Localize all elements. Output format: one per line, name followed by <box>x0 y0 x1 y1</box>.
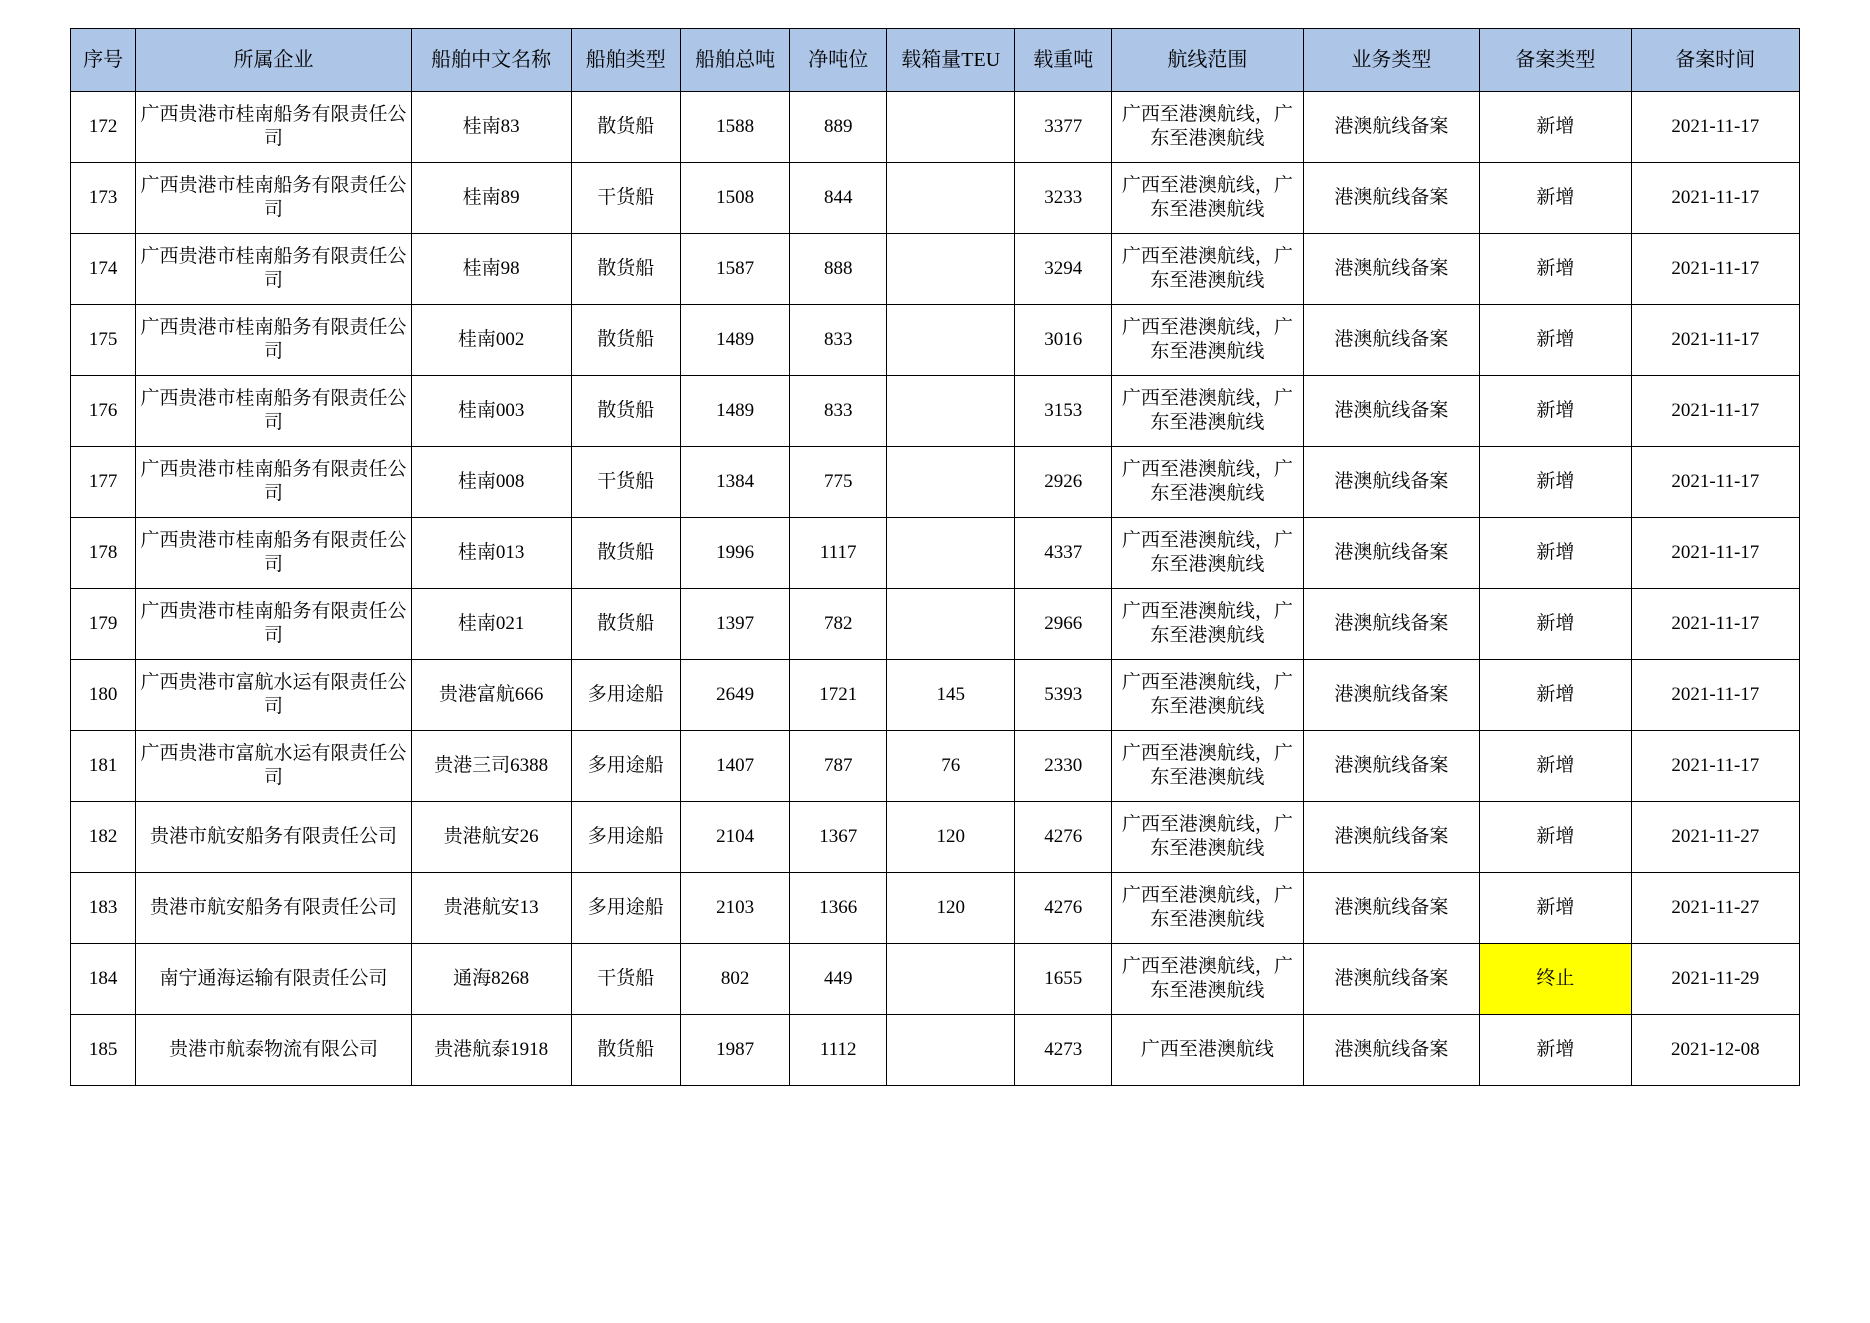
cell-record-date: 2021-11-17 <box>1631 731 1799 802</box>
cell-business-type: 港澳航线备案 <box>1303 376 1480 447</box>
table-row <box>71 447 1800 518</box>
cell-net-tonnage: 1366 <box>790 873 887 944</box>
table-row <box>71 731 1800 802</box>
cell-business-type: 港澳航线备案 <box>1303 944 1480 1015</box>
cell-record-type: 新增 <box>1480 731 1631 802</box>
cell-business-type: 港澳航线备案 <box>1303 92 1480 163</box>
ship-record-table <box>70 28 1800 1086</box>
cell-ship-type: 多用途船 <box>571 660 680 731</box>
cell-deadweight: 4276 <box>1015 802 1112 873</box>
cell-index: 174 <box>71 234 136 305</box>
cell-deadweight: 3377 <box>1015 92 1112 163</box>
column-header-gross-tonnage: 船舶总吨 <box>680 29 789 92</box>
cell-gross-tonnage: 2103 <box>680 873 789 944</box>
cell-route: 广西至港澳航线，广东至港澳航线 <box>1112 802 1303 873</box>
table-row <box>71 873 1800 944</box>
cell-business-type: 港澳航线备案 <box>1303 731 1480 802</box>
cell-ship-type: 散货船 <box>571 305 680 376</box>
column-header-business-type: 业务类型 <box>1303 29 1480 92</box>
cell-record-type: 新增 <box>1480 305 1631 376</box>
cell-teu <box>887 518 1015 589</box>
cell-record-date: 2021-11-29 <box>1631 944 1799 1015</box>
cell-teu: 145 <box>887 660 1015 731</box>
cell-teu: 120 <box>887 802 1015 873</box>
cell-route: 广西至港澳航线，广东至港澳航线 <box>1112 660 1303 731</box>
cell-teu <box>887 305 1015 376</box>
cell-company: 广西贵港市桂南船务有限责任公司 <box>136 305 412 376</box>
table-body <box>71 92 1800 1086</box>
cell-deadweight: 3294 <box>1015 234 1112 305</box>
cell-index: 180 <box>71 660 136 731</box>
cell-business-type: 港澳航线备案 <box>1303 163 1480 234</box>
cell-record-date: 2021-11-17 <box>1631 447 1799 518</box>
cell-deadweight: 3153 <box>1015 376 1112 447</box>
cell-teu: 76 <box>887 731 1015 802</box>
cell-ship-type: 干货船 <box>571 944 680 1015</box>
cell-route: 广西至港澳航线 <box>1112 1015 1303 1086</box>
cell-index: 178 <box>71 518 136 589</box>
cell-ship-name: 通海8268 <box>411 944 571 1015</box>
cell-net-tonnage: 449 <box>790 944 887 1015</box>
cell-company: 贵港市航安船务有限责任公司 <box>136 802 412 873</box>
cell-record-date: 2021-11-27 <box>1631 802 1799 873</box>
cell-company: 广西贵港市桂南船务有限责任公司 <box>136 376 412 447</box>
cell-company: 广西贵港市桂南船务有限责任公司 <box>136 447 412 518</box>
cell-route: 广西至港澳航线，广东至港澳航线 <box>1112 589 1303 660</box>
cell-deadweight: 2926 <box>1015 447 1112 518</box>
cell-record-type: 新增 <box>1480 447 1631 518</box>
cell-teu <box>887 589 1015 660</box>
cell-teu <box>887 163 1015 234</box>
cell-ship-type: 干货船 <box>571 447 680 518</box>
column-header-teu: 载箱量TEU <box>887 29 1015 92</box>
cell-record-type: 新增 <box>1480 802 1631 873</box>
cell-ship-type: 干货船 <box>571 163 680 234</box>
cell-teu <box>887 92 1015 163</box>
cell-ship-name: 贵港三司6388 <box>411 731 571 802</box>
cell-business-type: 港澳航线备案 <box>1303 660 1480 731</box>
cell-index: 177 <box>71 447 136 518</box>
cell-record-date: 2021-11-17 <box>1631 234 1799 305</box>
cell-business-type: 港澳航线备案 <box>1303 234 1480 305</box>
table-row <box>71 518 1800 589</box>
cell-ship-name: 桂南98 <box>411 234 571 305</box>
cell-ship-type: 散货船 <box>571 92 680 163</box>
cell-deadweight: 2330 <box>1015 731 1112 802</box>
cell-business-type: 港澳航线备案 <box>1303 447 1480 518</box>
cell-ship-type: 多用途船 <box>571 731 680 802</box>
cell-record-date: 2021-11-27 <box>1631 873 1799 944</box>
cell-route: 广西至港澳航线，广东至港澳航线 <box>1112 305 1303 376</box>
column-header-company: 所属企业 <box>136 29 412 92</box>
cell-company: 广西贵港市桂南船务有限责任公司 <box>136 163 412 234</box>
table-row <box>71 589 1800 660</box>
cell-business-type: 港澳航线备案 <box>1303 518 1480 589</box>
cell-company: 南宁通海运输有限责任公司 <box>136 944 412 1015</box>
cell-record-date: 2021-11-17 <box>1631 589 1799 660</box>
cell-net-tonnage: 1367 <box>790 802 887 873</box>
cell-ship-name: 桂南003 <box>411 376 571 447</box>
cell-net-tonnage: 833 <box>790 305 887 376</box>
cell-gross-tonnage: 1384 <box>680 447 789 518</box>
cell-deadweight: 3233 <box>1015 163 1112 234</box>
table-header-row <box>71 29 1800 92</box>
cell-deadweight: 1655 <box>1015 944 1112 1015</box>
cell-ship-type: 多用途船 <box>571 802 680 873</box>
cell-company: 广西贵港市桂南船务有限责任公司 <box>136 234 412 305</box>
column-header-route: 航线范围 <box>1112 29 1303 92</box>
cell-business-type: 港澳航线备案 <box>1303 305 1480 376</box>
cell-company: 广西贵港市桂南船务有限责任公司 <box>136 92 412 163</box>
cell-ship-type: 散货船 <box>571 234 680 305</box>
cell-index: 184 <box>71 944 136 1015</box>
cell-index: 183 <box>71 873 136 944</box>
cell-teu: 120 <box>887 873 1015 944</box>
cell-ship-name: 贵港富航666 <box>411 660 571 731</box>
cell-ship-name: 桂南021 <box>411 589 571 660</box>
cell-teu <box>887 1015 1015 1086</box>
column-header-deadweight: 载重吨 <box>1015 29 1112 92</box>
cell-company: 贵港市航安船务有限责任公司 <box>136 873 412 944</box>
cell-company: 贵港市航泰物流有限公司 <box>136 1015 412 1086</box>
cell-ship-type: 散货船 <box>571 376 680 447</box>
cell-net-tonnage: 782 <box>790 589 887 660</box>
cell-business-type: 港澳航线备案 <box>1303 589 1480 660</box>
table-row <box>71 376 1800 447</box>
cell-record-date: 2021-11-17 <box>1631 92 1799 163</box>
cell-ship-name: 桂南008 <box>411 447 571 518</box>
cell-route: 广西至港澳航线，广东至港澳航线 <box>1112 447 1303 518</box>
cell-route: 广西至港澳航线，广东至港澳航线 <box>1112 376 1303 447</box>
cell-record-type: 新增 <box>1480 589 1631 660</box>
cell-record-type: 新增 <box>1480 518 1631 589</box>
table-row <box>71 305 1800 376</box>
cell-record-type: 新增 <box>1480 1015 1631 1086</box>
cell-route: 广西至港澳航线，广东至港澳航线 <box>1112 163 1303 234</box>
cell-net-tonnage: 1721 <box>790 660 887 731</box>
cell-gross-tonnage: 2649 <box>680 660 789 731</box>
cell-gross-tonnage: 1489 <box>680 305 789 376</box>
cell-ship-name: 桂南002 <box>411 305 571 376</box>
cell-record-type: 新增 <box>1480 234 1631 305</box>
cell-gross-tonnage: 1587 <box>680 234 789 305</box>
cell-ship-type: 散货船 <box>571 589 680 660</box>
cell-business-type: 港澳航线备案 <box>1303 802 1480 873</box>
cell-net-tonnage: 1117 <box>790 518 887 589</box>
cell-index: 181 <box>71 731 136 802</box>
cell-gross-tonnage: 1508 <box>680 163 789 234</box>
cell-gross-tonnage: 1397 <box>680 589 789 660</box>
cell-ship-name: 桂南013 <box>411 518 571 589</box>
cell-index: 185 <box>71 1015 136 1086</box>
cell-company: 广西贵港市桂南船务有限责任公司 <box>136 589 412 660</box>
cell-record-date: 2021-12-08 <box>1631 1015 1799 1086</box>
cell-net-tonnage: 833 <box>790 376 887 447</box>
cell-deadweight: 4276 <box>1015 873 1112 944</box>
cell-ship-name: 桂南83 <box>411 92 571 163</box>
cell-teu <box>887 944 1015 1015</box>
table-row <box>71 1015 1800 1086</box>
cell-record-type: 新增 <box>1480 92 1631 163</box>
cell-gross-tonnage: 1588 <box>680 92 789 163</box>
cell-index: 172 <box>71 92 136 163</box>
cell-record-type: 新增 <box>1480 660 1631 731</box>
cell-ship-name: 贵港航泰1918 <box>411 1015 571 1086</box>
cell-index: 179 <box>71 589 136 660</box>
cell-record-type: 终止 <box>1480 944 1631 1015</box>
cell-deadweight: 4273 <box>1015 1015 1112 1086</box>
cell-index: 173 <box>71 163 136 234</box>
cell-gross-tonnage: 802 <box>680 944 789 1015</box>
cell-route: 广西至港澳航线，广东至港澳航线 <box>1112 731 1303 802</box>
table-row <box>71 802 1800 873</box>
cell-route: 广西至港澳航线，广东至港澳航线 <box>1112 873 1303 944</box>
cell-record-type: 新增 <box>1480 873 1631 944</box>
cell-gross-tonnage: 2104 <box>680 802 789 873</box>
cell-ship-type: 散货船 <box>571 518 680 589</box>
cell-teu <box>887 447 1015 518</box>
cell-record-date: 2021-11-17 <box>1631 305 1799 376</box>
cell-gross-tonnage: 1987 <box>680 1015 789 1086</box>
column-header-ship-name: 船舶中文名称 <box>411 29 571 92</box>
cell-net-tonnage: 844 <box>790 163 887 234</box>
column-header-index: 序号 <box>71 29 136 92</box>
cell-net-tonnage: 775 <box>790 447 887 518</box>
cell-company: 广西贵港市富航水运有限责任公司 <box>136 731 412 802</box>
table-row <box>71 660 1800 731</box>
cell-index: 182 <box>71 802 136 873</box>
cell-ship-name: 贵港航安13 <box>411 873 571 944</box>
cell-teu <box>887 376 1015 447</box>
cell-gross-tonnage: 1407 <box>680 731 789 802</box>
cell-route: 广西至港澳航线，广东至港澳航线 <box>1112 92 1303 163</box>
table-row <box>71 234 1800 305</box>
cell-company: 广西贵港市桂南船务有限责任公司 <box>136 518 412 589</box>
cell-route: 广西至港澳航线，广东至港澳航线 <box>1112 518 1303 589</box>
cell-net-tonnage: 888 <box>790 234 887 305</box>
table-row <box>71 92 1800 163</box>
cell-business-type: 港澳航线备案 <box>1303 1015 1480 1086</box>
column-header-net-tonnage: 净吨位 <box>790 29 887 92</box>
cell-business-type: 港澳航线备案 <box>1303 873 1480 944</box>
table-row <box>71 944 1800 1015</box>
cell-route: 广西至港澳航线，广东至港澳航线 <box>1112 944 1303 1015</box>
cell-deadweight: 5393 <box>1015 660 1112 731</box>
cell-ship-name: 桂南89 <box>411 163 571 234</box>
cell-record-date: 2021-11-17 <box>1631 163 1799 234</box>
cell-record-date: 2021-11-17 <box>1631 376 1799 447</box>
table-header <box>71 29 1800 92</box>
table-row <box>71 163 1800 234</box>
cell-net-tonnage: 889 <box>790 92 887 163</box>
cell-net-tonnage: 787 <box>790 731 887 802</box>
cell-deadweight: 2966 <box>1015 589 1112 660</box>
cell-index: 175 <box>71 305 136 376</box>
cell-deadweight: 3016 <box>1015 305 1112 376</box>
cell-teu <box>887 234 1015 305</box>
cell-gross-tonnage: 1489 <box>680 376 789 447</box>
cell-route: 广西至港澳航线，广东至港澳航线 <box>1112 234 1303 305</box>
cell-company: 广西贵港市富航水运有限责任公司 <box>136 660 412 731</box>
cell-gross-tonnage: 1996 <box>680 518 789 589</box>
cell-record-type: 新增 <box>1480 376 1631 447</box>
cell-index: 176 <box>71 376 136 447</box>
cell-record-type: 新增 <box>1480 163 1631 234</box>
column-header-record-type: 备案类型 <box>1480 29 1631 92</box>
cell-ship-type: 散货船 <box>571 1015 680 1086</box>
cell-record-date: 2021-11-17 <box>1631 660 1799 731</box>
cell-net-tonnage: 1112 <box>790 1015 887 1086</box>
column-header-ship-type: 船舶类型 <box>571 29 680 92</box>
cell-record-date: 2021-11-17 <box>1631 518 1799 589</box>
cell-ship-name: 贵港航安26 <box>411 802 571 873</box>
cell-deadweight: 4337 <box>1015 518 1112 589</box>
cell-ship-type: 多用途船 <box>571 873 680 944</box>
column-header-record-date: 备案时间 <box>1631 29 1799 92</box>
